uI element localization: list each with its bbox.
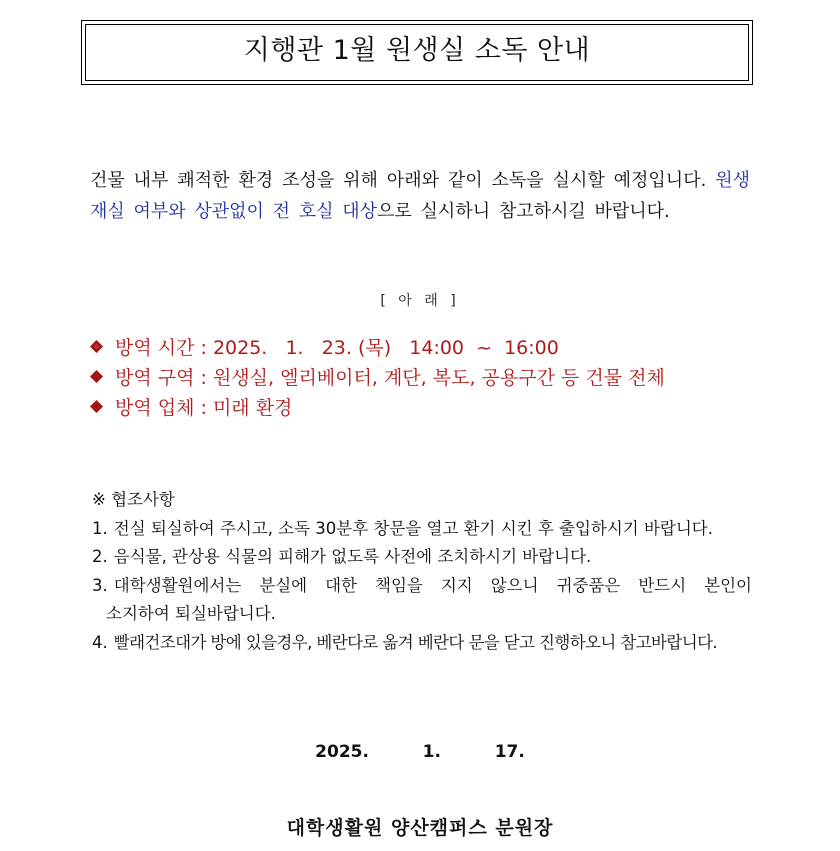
list-item <box>92 572 752 601</box>
item-text: 빨래건조대가 방에 있을경우, 베란다로 옮겨 베란다 문을 닫고 진행하오니 참고바랍니다. <box>113 632 718 652</box>
intro-paragraph <box>90 165 750 227</box>
detail-row-company: 방역 업체 : 미래 환경 <box>90 393 750 423</box>
detail-label: 방역 업체 <box>115 397 195 419</box>
cooperation-heading: ※ 협조사항 <box>92 490 175 509</box>
detail-label: 방역 구역 <box>115 367 195 389</box>
diamond-bullet-icon <box>90 370 103 383</box>
detail-label: 방역 시간 <box>115 337 195 359</box>
intro-rest: 으로 실시하니 참고하시길 바랍니다. <box>377 201 670 222</box>
intro-highlight: 원생 재실 여부와 상관없이 전 호실 대상 <box>90 170 750 222</box>
item-number: 3. <box>92 575 108 595</box>
diamond-bullet-icon <box>90 400 103 413</box>
cooperation-section <box>92 486 752 657</box>
item-text: 대학생활원에서는 분실에 대한 책임을 지지 않으니 귀중품은 반드시 본인이 <box>113 575 752 595</box>
list-item <box>92 515 752 544</box>
page-title: 지행관 1월 원생실 소독 안내 <box>243 35 591 66</box>
details-list <box>90 333 750 423</box>
list-item <box>92 629 752 658</box>
title-box <box>81 20 753 85</box>
intro-line-1: 건물 내부 쾌적한 환경 조성을 위해 아래와 같이 소독을 실시할 예정입니다. <box>90 170 707 191</box>
item-number: 1. <box>92 518 108 538</box>
detail-value: 원생실, 엘리베이터, 계단, 복도, 공용구간 등 건물 전체 <box>212 367 665 389</box>
item-text: 전실 퇴실하여 주시고, 소독 30분후 창문을 열고 환기 시킨 후 출입하시기 바랍니다. <box>113 518 713 538</box>
detail-value: 2025. 1. 23. (목) 14:00 ~ 16:00 <box>212 337 559 359</box>
notice-date: 2025. 1. 17. <box>315 742 525 762</box>
list-item <box>92 543 752 572</box>
signer: 대학생활원 양산캠퍼스 분원장 <box>286 817 554 839</box>
detail-value: 미래 환경 <box>212 397 293 419</box>
diamond-bullet-icon <box>90 340 103 353</box>
detail-row-time: 방역 시간 : 2025. 1. 23. (목) 14:00 ~ 16:00 <box>90 333 750 363</box>
item-number: 4. <box>92 632 108 652</box>
item-number: 2. <box>92 547 108 566</box>
item-text: 음식물, 관상용 식물의 피해가 없도록 사전에 조치하시기 바랍니다. <box>113 547 592 566</box>
detail-row-area: 방역 구역 : 원생실, 엘리베이터, 계단, 복도, 공용구간 등 건물 전체 <box>90 363 750 393</box>
item-text-continued: 소지하여 퇴실바랍니다. <box>106 604 276 623</box>
notice-heading: [ 아 래 ] <box>380 293 460 309</box>
